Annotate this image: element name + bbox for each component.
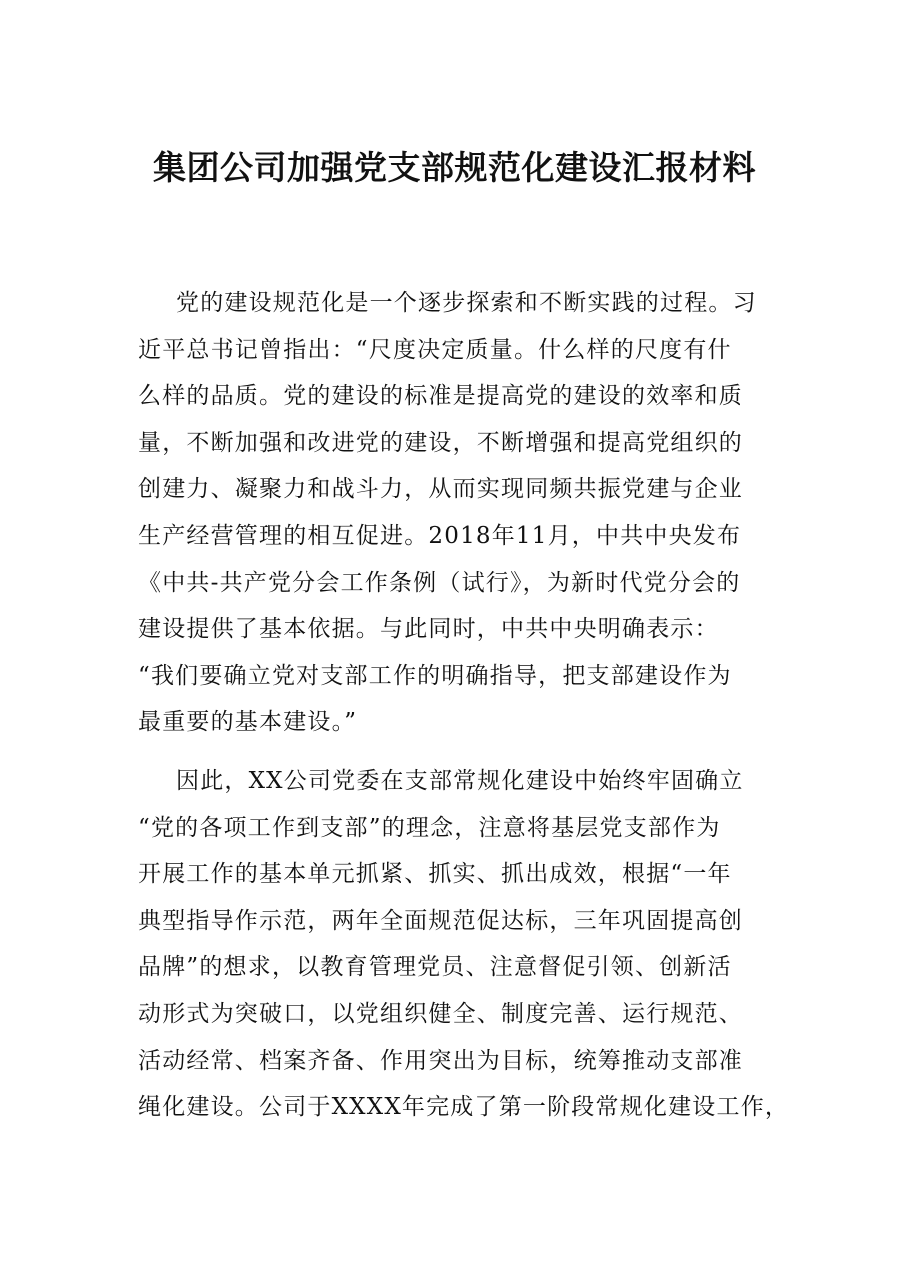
text-line: 量，不断加强和改进党的建设，不断增强和提高党组织的 [138,429,743,456]
paragraph-2 [138,758,790,1131]
text-line: 创建力、凝聚力和战斗力，从而实现同频共振党建与企业 [138,476,743,503]
text-line: “党的各项工作到支部”的理念，注意将基层党支部作为 [138,814,721,841]
text-line: 近平总书记曾指出：“尺度决定质量。什么样的尺度有什 [138,336,732,363]
text-line: 么样的品质。党的建设的标准是提高党的建设的效率和质 [138,383,743,410]
text-line: 党的建设规范化是一个逐步探索和不断实践的过程。习 [176,290,757,316]
text-line: 开展工作的基本单元抓紧、抓实、抓出成效，根据“一年 [138,861,732,888]
text-line: “我们要确立党对支部工作的明确指导，把支部建设作为 [138,662,732,689]
text-line: 《中共-共产党分会工作条例（试行》，为新时代党分会的 [138,569,741,596]
text-line: 最重要的基本建设。” [138,709,358,736]
document-body [138,280,790,1131]
document-title: 集团公司加强党支部规范化建设汇报材料 [153,148,756,187]
text-line: 典型指导作示范，两年全面规范促达标，三年巩固提高创 [138,907,743,934]
text-line: 建设提供了基本依据。与此同时，中共中央明确表示： [138,616,719,643]
text-line: 活动经常、档案齐备、作用突出为目标，统筹推动支部准 [138,1047,743,1074]
text-line: 生产经营管理的相互促进。2018年11月，中共中央发布 [138,522,742,549]
text-line: 动形式为突破口，以党组织健全、制度完善、运行规范、 [138,1000,743,1027]
text-line: 绳化建设。公司于XXXX年完成了第一阶段常规化建设工作， [138,1094,790,1121]
paragraph-spacer [138,746,778,758]
text-line: 因此，XX公司党委在支部常规化建设中始终牢固确立 [176,767,744,794]
paragraph-1 [138,280,778,746]
text-line: 品牌”的想求，以教育管理党员、注意督促引领、创新活 [138,954,732,981]
